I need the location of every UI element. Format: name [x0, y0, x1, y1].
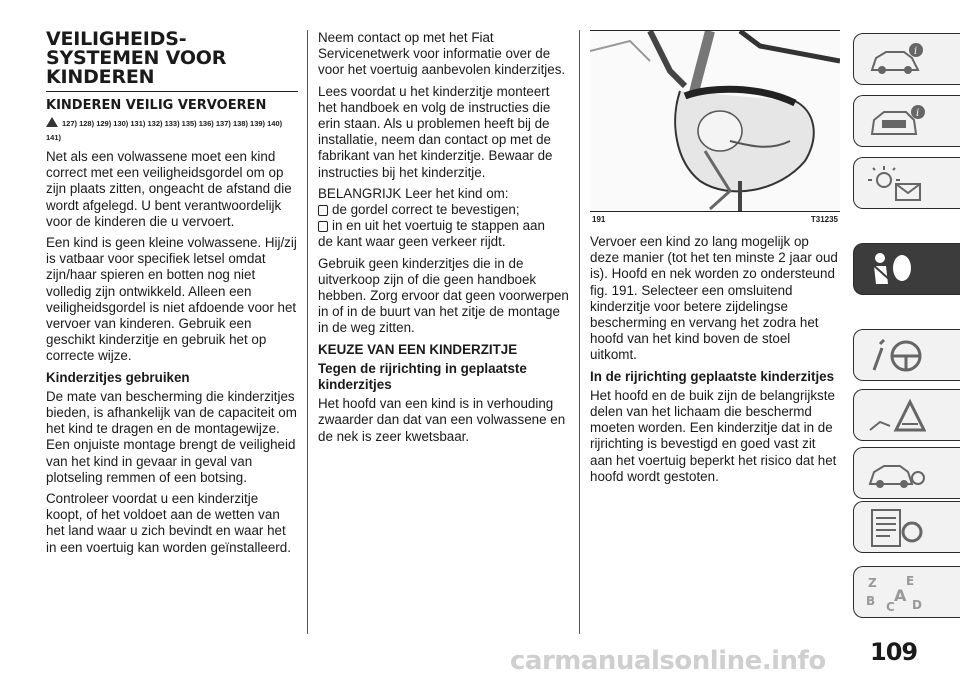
tab-warning-lights[interactable] — [853, 157, 960, 209]
paragraph: De mate van bescherming die kinderzitjes bieden, is afhankelijk van de capaciteit om het kind te dragen en de montagewijze. Een onjuiste montage brengt de veiligheid van het kind in gevaar in geval van plotseling remmen of een botsing. — [46, 388, 297, 485]
figure-number: 191 — [592, 215, 606, 224]
tab-technical-data[interactable] — [853, 501, 960, 553]
checkbox-bullet-icon — [318, 221, 328, 232]
svg-text:D: D — [912, 598, 922, 612]
list-item: in en uit het voertuig te stappen aan — [318, 218, 570, 234]
alphabetical-index-icon — [866, 573, 926, 613]
road-emergency-icon — [866, 396, 926, 436]
key-steering-wheel-icon — [866, 336, 926, 376]
important-note: BELANGRIJK Leer het kind om: — [318, 185, 509, 201]
svg-text:B: B — [866, 594, 876, 608]
warning-light-message-icon — [866, 164, 926, 204]
column-divider — [307, 30, 308, 634]
subsection-title: KINDEREN VEILIG VERVOEREN — [46, 98, 267, 113]
car-info-icon — [866, 40, 926, 80]
figure-191 — [590, 30, 840, 212]
svg-text:i: i — [916, 108, 920, 119]
svg-text:Z: Z — [868, 576, 877, 590]
heading-kinderzitjes-gebruiken: Kinderzitjes gebruiken — [46, 369, 190, 385]
tab-dashboard[interactable] — [853, 95, 960, 147]
paragraph: Een kind is geen kleine volwassene. Hij/zij is vatbaar voor specifiek letsel omdat zijn/haar spieren en botten nog niet volledig zijn ontwikkeld. Alleen een veiligheidsgordel is niet afdoende voor het vervoer van kinderen. Gebruik een geschikt kinderzitje en gebruik het op correcte wijze. — [46, 235, 297, 364]
heading-in-rijrichting: In de rijrichting geplaatste kinderzitjes — [590, 368, 835, 384]
heading-tegen-rijrichting: Tegen de rijrichting in geplaatste kinderzitjes — [318, 360, 527, 393]
tab-car-info[interactable] — [853, 33, 960, 85]
column-right — [590, 30, 840, 490]
tab-starting-driving[interactable] — [853, 329, 960, 381]
list-item: de gordel correct te bevestigen; — [318, 202, 570, 218]
tab-emergency[interactable] — [853, 389, 960, 441]
watermark: carmanualsonline.info — [510, 646, 826, 676]
list-item-continuation: de kant waar geen verkeer rijdt. — [318, 234, 506, 250]
paragraph: Lees voordat u het kinderzitje monteert het handboek en volg de instructies die erin staan. Als u problemen heeft bij de installatie, neem dan contact op met de fabrikant van het kinderzitje. Bewaar de instructies bij het kinderzitje. — [318, 83, 553, 180]
paragraph: Controleer voordat u een kinderzitje koopt, of het voldoet aan de wetten van het land waar u zich bevindt en waar het in een voertuig kan worden geïnstalleerd. — [46, 491, 291, 555]
tab-maintenance[interactable] — [853, 447, 960, 499]
section-title: VEILIGHEIDS-SYSTEMEN VOOR KINDEREN — [46, 30, 298, 92]
technical-data-icon — [866, 508, 926, 548]
rear-facing-child-seat-illustration — [590, 31, 840, 211]
column-divider — [579, 30, 580, 634]
page-number: 109 — [870, 638, 918, 666]
warning-triangle-icon — [46, 117, 58, 127]
column-left — [46, 30, 298, 561]
column-middle — [318, 30, 570, 450]
svg-text:E: E — [906, 574, 915, 588]
svg-text:A: A — [894, 586, 907, 605]
checkbox-bullet-icon — [318, 205, 328, 216]
tab-safety[interactable] — [853, 243, 960, 295]
svg-text:i: i — [914, 46, 918, 57]
figure-caption — [590, 212, 840, 228]
paragraph: Het hoofd van een kind is in verhouding zwaarder dan dat van een volwassene en de nek is zeer kwetsbaar. — [318, 396, 566, 444]
paragraph: Vervoer een kind zo lang mogelijk op deze manier (tot het ten minste 2 jaar oud is). Hoofd en nek worden zo ondersteund fig. 191. Selecteer een omsluitend kinderzitje voor betere zijdelingse bescherming en vervang het zodra het hoofd van het kind boven de stoel uitkomt. — [590, 234, 838, 363]
figure-code: T31235 — [810, 215, 838, 224]
paragraph: Neem contact op met het Fiat Servicenetwerk voor informatie over de voor het voertuig aanbevolen kinderzitjes. — [318, 30, 566, 78]
paragraph: Net als een volwassene moet een kind correct met een veiligheidsgordel om op zijn plaats zitten, ongeacht de afstand die wordt afgelegd. U bent verantwoordelijk voor de kinderen die u vervoert. — [46, 149, 292, 229]
paragraph: Het hoofd en de buik zijn de belangrijkste delen van het lichaam die beschermd moeten worden. Een kinderzitje dat in de rijrichting is bevestigd en goed vast zit aan het voertuig beperkt het risico dat het hoofd wordt gestoten. — [590, 387, 837, 484]
svg-text:C: C — [886, 600, 895, 613]
dashboard-info-icon — [866, 102, 926, 142]
car-maintenance-icon — [866, 454, 926, 494]
heading-keuze-kinderzitje: KEUZE VAN EEN KINDERZITJE — [318, 341, 518, 357]
seatbelt-airbag-icon — [866, 250, 926, 290]
paragraph: Gebruik geen kinderzitjes die in de uitverkoop zijn of die geen handboek hebben. Zorg ervoor dat geen voorwerpen in of in de buurt van het zitje de montage in de weg zitten. — [318, 255, 569, 336]
tab-index[interactable] — [853, 566, 960, 618]
warning-references — [46, 117, 298, 145]
references-text: 127) 128) 129) 130) 131) 132) 133) 135) 136) 137) 138) 139) 140) 141) — [46, 119, 283, 142]
